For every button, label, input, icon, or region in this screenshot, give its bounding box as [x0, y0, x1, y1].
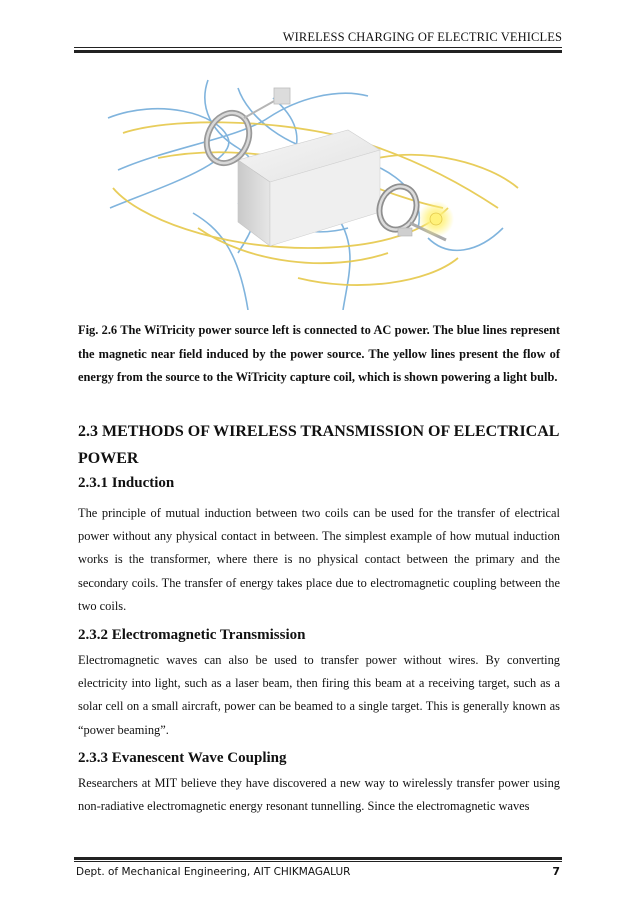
witricity-figure	[98, 78, 538, 310]
figure-caption: Fig. 2.6 The WiTricity power source left is connected to AC power. The blue lines represent the magnetic near field induced by the power source. The yellow lines present the flow of energy from the source to the WiTricity capture coil, which is shown powering a light bulb.	[78, 323, 560, 384]
section-heading: 2.3 METHODS OF WIRELESS TRANSMISSION OF ELECTRICAL POWER	[78, 423, 559, 467]
evanescent-heading: 2.3.3 Evanescent Wave Coupling	[78, 750, 287, 766]
evanescent-paragraph: Researchers at MIT believe they have discovered a new way to wirelessly transfer power using non-radiative electromagnetic energy resonant tunnelling. Since the electromagnetic waves	[78, 776, 560, 814]
light-bulb	[418, 201, 454, 237]
induction-paragraph: The principle of mutual induction between two coils can be used for the transfer of electrical power without any physical contact in between. The simplest example of how mutual induction works is the transformer, where there is no physical contact between the primary and the secondary coils. The transfer of energy takes place due to electromagnetic coupling between the two coils.	[78, 506, 560, 613]
header-rule	[74, 47, 562, 48]
em-transmission-paragraph: Electromagnetic waves can also be used to transfer power without wires. By converting electricity into light, such as a laser beam, then firing this beam at a receiving target, such as a solar cell on a small aircraft, power can be beamed to a single target. This is generally known as “power beaming”.	[78, 653, 560, 737]
em-transmission-heading: 2.3.2 Electromagnetic Transmission	[78, 627, 306, 643]
footer-rule	[74, 861, 562, 862]
witricity-illustration	[98, 78, 538, 310]
page-number: 7	[552, 865, 560, 878]
running-header: WIRELESS CHARGING OF ELECTRIC VEHICLES	[282, 30, 562, 44]
induction-heading: 2.3.1 Induction	[78, 475, 175, 491]
power-source-box	[238, 130, 380, 246]
header-rule-thick	[74, 50, 562, 53]
footer-rule-thick	[74, 857, 562, 860]
footer-department: Dept. of Mechanical Engineering, AIT CHIKMAGALUR	[76, 866, 351, 878]
